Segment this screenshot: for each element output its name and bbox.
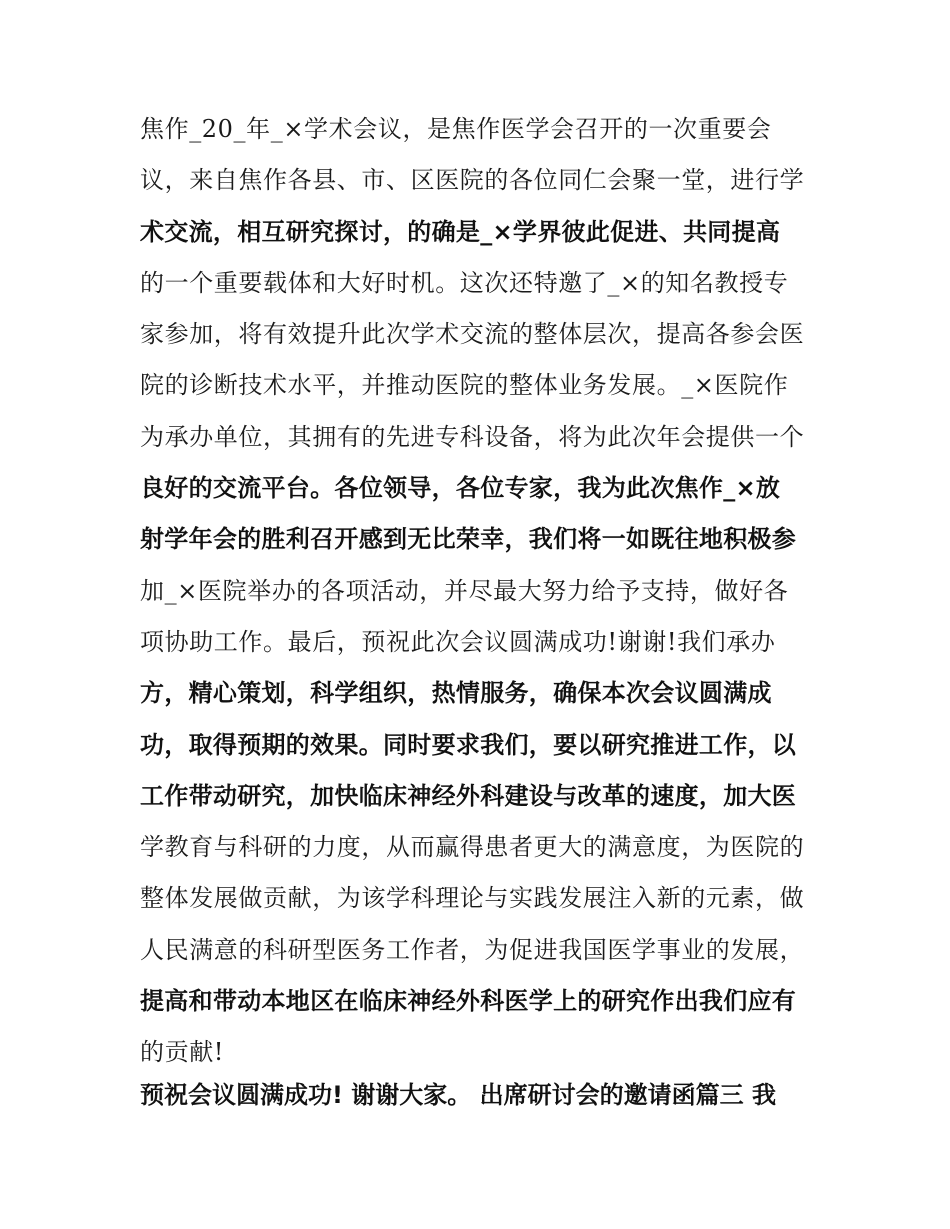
- text-line: 方，精心策划，科学组织，热情服务，确保本次会议圆满成: [140, 679, 772, 708]
- text-line: 焦作_20_年_×学术会议，是焦作医学会召开的一次重要会: [140, 115, 772, 143]
- text-line: 良好的交流平台。各位领导，各位专家，我为此次焦作_×放: [140, 474, 781, 503]
- body-text: [140, 104, 820, 1079]
- text-line: 学教育与科研的力度，从而赢得患者更大的满意度，为医院的: [140, 833, 805, 862]
- closing-line: 预祝会议圆满成功! 谢谢大家。 出席研讨会的邀请函篇三 我: [140, 1081, 777, 1109]
- text-line: 为承办单位，其拥有的先进专科设备，将为此次年会提供一个: [140, 422, 805, 451]
- text-line: 议，来自焦作各县、市、区医院的各位同仁会聚一堂，进行学: [140, 166, 805, 195]
- text-line: 术交流，相互研究探讨，的确是_×学界彼此促进、共同提高: [140, 217, 781, 246]
- text-line: 的贡献!: [140, 1038, 225, 1067]
- text-line: 家参加，将有效提升此次学术交流的整体层次，提高各参会医: [140, 320, 805, 349]
- text-line: 功，取得预期的效果。同时要求我们，要以研究推进工作，以: [140, 730, 797, 759]
- text-line: 加_×医院举办的各项活动，并尽最大努力给予支持，做好各: [140, 576, 789, 605]
- text-line: 院的诊断技术水平，并推动医院的整体业务发展。_×医院作: [140, 371, 789, 400]
- text-line: 项协助工作。最后，预祝此次会议圆满成功!谢谢!我们承办: [140, 627, 776, 656]
- text-line: 提高和带动本地区在临床神经外科医学上的研究作出我们应有: [140, 987, 797, 1016]
- text-line: 人民满意的科研型医务工作者，为促进我国医学事业的发展，: [140, 935, 805, 964]
- text-line: 整体发展做贡献，为该学科理论与实践发展注入新的元素，做: [140, 884, 805, 913]
- text-line: 工作带动研究，加快临床神经外科建设与改革的速度，加大医: [140, 781, 797, 810]
- text-line: 射学年会的胜利召开感到无比荣幸，我们将一如既往地积极参: [140, 525, 797, 554]
- text-line: 的一个重要载体和大好时机。这次还特邀了_×的知名教授专: [140, 268, 789, 297]
